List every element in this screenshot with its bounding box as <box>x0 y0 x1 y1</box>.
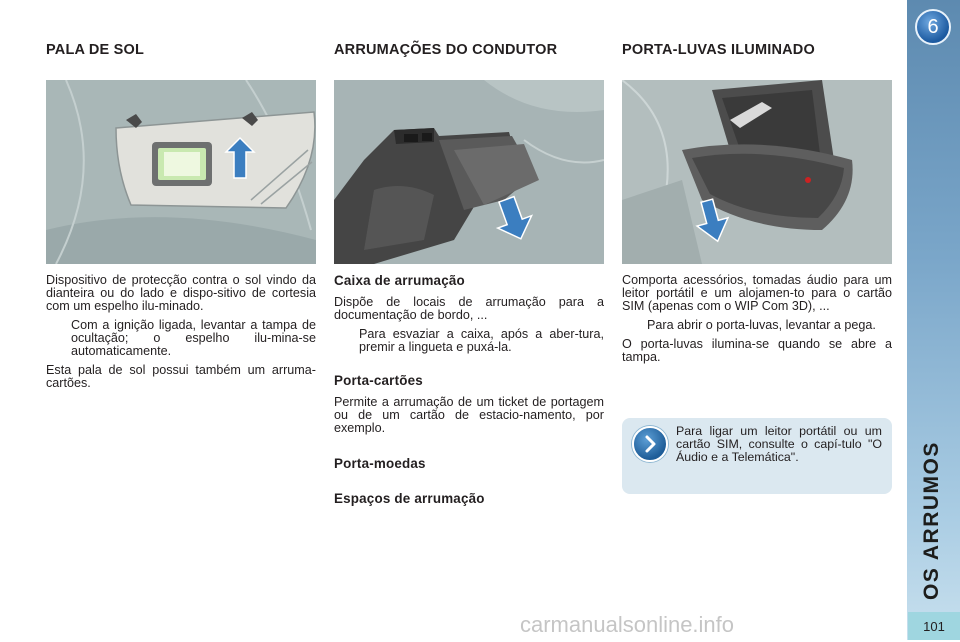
sun-visor-card-holder-text: Esta pala de sol possui também um arruma-cartões. <box>46 363 316 390</box>
storage-box-bullet <box>334 328 604 354</box>
glove-box-text <box>622 274 892 370</box>
glove-box-light-text: O porta-luvas ilumina-se quando se abre a tampa. <box>622 337 892 364</box>
storage-box-bullet-text: Para esvaziar a caixa, após a aber-tura, premir a lingueta e puxá-la. <box>359 327 604 354</box>
watermark: carmanualsonline.info <box>520 612 735 637</box>
sun-visor-text <box>46 274 316 396</box>
card-holder-description: Permite a arrumação de um ticket de portagem ou de um cartão de estacio-namento, por exemplo. <box>334 395 604 435</box>
driver-storage-photo <box>334 80 604 264</box>
section-title-glove-box: PORTA-LUVAS ILUMINADO <box>622 42 815 58</box>
chevron-right-icon <box>632 426 668 462</box>
section-title-sun-visor: PALA DE SOL <box>46 42 145 58</box>
info-note-text: Para ligar um leitor portátil ou um cartão SIM, consulte o capí-tulo "O Áudio e a Telemática". <box>676 424 882 464</box>
sun-visor-photo <box>46 80 316 264</box>
storage-box-description: Dispõe de locais de arrumação para a documentação de bordo, ... <box>334 295 604 322</box>
glove-box-bullet <box>622 319 892 332</box>
chapter-number-badge: 6 <box>915 9 951 45</box>
page-number: 101 <box>908 612 960 640</box>
driver-storage-text <box>334 274 604 514</box>
glove-box-bullet-text: Para abrir o porta-luvas, levantar a pega. <box>647 318 876 332</box>
glove-box-description: Comporta acessórios, tomadas áudio para um leitor portátil e um alojamen-to para o cartão SIM (apenas com o WIP Com 3D), ... <box>622 273 892 313</box>
chapter-title: OS ARRUMOS <box>920 441 943 600</box>
storage-spaces-heading: Espaços de arrumação <box>334 491 485 506</box>
section-title-driver-storage: ARRUMAÇÕES DO CONDUTOR <box>334 42 558 58</box>
coin-holder-heading: Porta-moedas <box>334 456 426 471</box>
storage-box-heading: Caixa de arrumação <box>334 273 465 288</box>
glove-box-photo <box>622 80 892 264</box>
card-holder-heading: Porta-cartões <box>334 373 423 388</box>
sun-visor-description: Dispositivo de protecção contra o sol vindo da dianteira ou do lado e dispo-sitivo de cortesia com um espelho ilu-minado. <box>46 273 316 313</box>
sun-visor-bullet <box>46 319 316 358</box>
sun-visor-bullet-text: Com a ignição ligada, levantar a tampa de ocultação; o espelho ilu-mina-se automaticamente. <box>71 318 316 358</box>
